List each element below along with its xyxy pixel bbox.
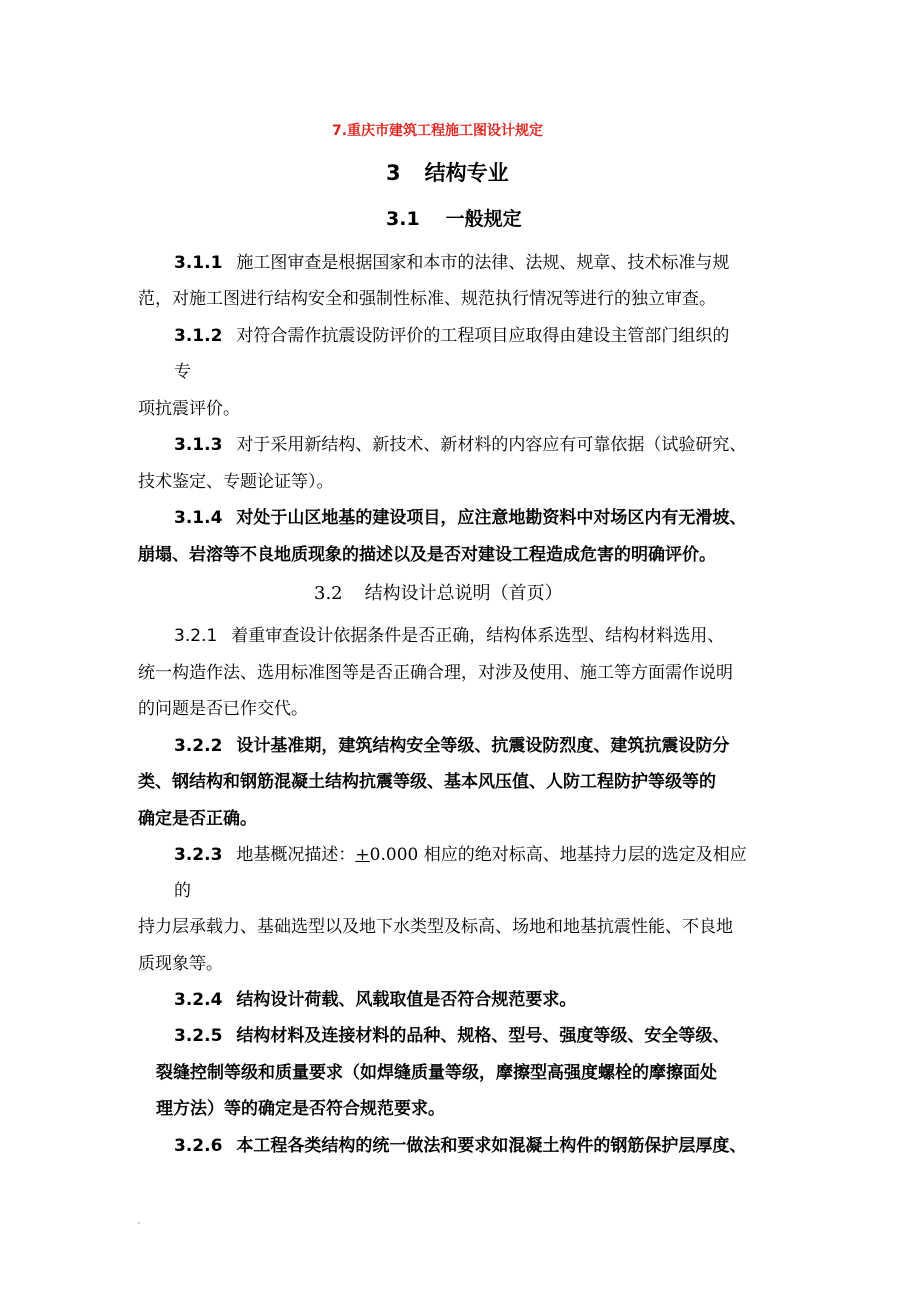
section-heading-3-2: [314, 582, 563, 606]
clause-3-2-2-cont2: 确定是否正确。: [138, 809, 257, 829]
clause-number: 3.1.1: [174, 253, 223, 273]
clause-number: 3.2.3: [174, 845, 223, 865]
clause-3-1-4-cont: 崩塌、岩溶等不良地质现象的描述以及是否对建设工程造成危害的明确评价。: [138, 545, 716, 565]
clause-text-pre: 地基概况描述：: [236, 845, 356, 865]
clause-number: 3.2.4: [174, 990, 223, 1010]
clause-text: 本工程各类结构的统一做法和要求如混凝土构件的钢筋保护层厚度、: [236, 1136, 747, 1156]
section-title: 结构设计总说明（首页）: [364, 583, 563, 604]
section-number: 3.1: [386, 208, 420, 230]
clause-3-2-2: [174, 735, 729, 757]
page-speck: [138, 1222, 140, 1224]
section-heading-3-1: [386, 207, 522, 231]
clause-number: 3.2.5: [174, 1026, 223, 1046]
clause-text-post: 0.000 相应的绝对标高、地基持力层的选定及相应: [369, 845, 747, 865]
clause-3-1-2-cont2: 项抗震评价。: [138, 399, 240, 419]
clause-3-1-4: [174, 507, 746, 529]
clause-3-2-5-cont: 裂缝控制等级和质量要求（如焊缝质量等级，摩擦型高强度螺栓的摩擦面处: [156, 1063, 717, 1083]
clause-number: 3.2.1: [174, 626, 218, 646]
chapter-heading: [386, 160, 509, 186]
clause-number: 3.2.2: [174, 736, 223, 756]
clause-3-2-3: [174, 844, 747, 866]
clause-3-2-5-cont2: 理方法）等的确定是否符合规范要求。: [156, 1099, 445, 1119]
clause-text: 结构设计荷载、风载取值是否符合规范要求。: [236, 990, 577, 1010]
clause-3-2-2-cont: 类、钢结构和钢筋混凝土结构抗震等级、基本风压值、人防工程防护等级等的: [138, 772, 716, 792]
clause-3-2-6: [174, 1135, 746, 1157]
clause-3-2-1-cont: 统一构造作法、选用标准图等是否正确合理，对涉及使用、施工等方面需作说明: [138, 663, 733, 683]
clause-text: 对处于山区地基的建设项目，应注意地勘资料中对场区内有无滑坡、: [236, 508, 747, 528]
section-title: 一般规定: [445, 208, 522, 230]
chapter-title: 结构专业: [424, 161, 509, 185]
clause-number: 3.1.3: [174, 435, 223, 455]
clause-3-1-2-cont: 专: [174, 362, 191, 382]
clause-3-2-1-cont2: 的问题是否已作交代。: [138, 699, 308, 719]
clause-3-1-1-cont: 范，对施工图进行结构安全和强制性标准、规范执行情况等进行的独立审查。: [138, 289, 716, 309]
clause-3-2-3-cont: 的: [174, 881, 191, 901]
clause-3-2-4: [174, 989, 576, 1011]
clause-3-1-1: [174, 252, 729, 274]
clause-text: 着重审查设计依据条件是否正确，结构体系选型、结构材料选用、: [231, 626, 725, 646]
clause-text: 设计基准期，建筑结构安全等级、抗震设防烈度、建筑抗震设防分: [236, 736, 730, 756]
clause-number: 3.1.4: [174, 508, 223, 528]
clause-3-1-3-cont: 技术鉴定、专题论证等）。: [138, 472, 334, 492]
document-title: 7.重庆市建筑工程施工图设计规定: [332, 123, 544, 139]
section-number: 3.2: [314, 583, 343, 604]
clause-3-2-1: [174, 625, 724, 647]
clause-number: 3.1.2: [174, 326, 223, 346]
clause-3-2-5: [174, 1025, 729, 1047]
clause-3-2-3-cont2: 持力层承载力、基础选型以及地下水类型及标高、场地和地基抗震性能、不良地: [138, 917, 733, 937]
clause-text: 对符合需作抗震设防评价的工程项目应取得由建设主管部门组织的: [236, 326, 730, 346]
clause-text: 对于采用新结构、新技术、新材料的内容应有可靠依据（试验研究、: [236, 435, 747, 455]
clause-text: 结构材料及连接材料的品种、规格、型号、强度等级、安全等级、: [236, 1026, 730, 1046]
clause-text: 施工图审查是根据国家和本市的法律、法规、规章、技术标准与规: [236, 253, 730, 273]
chapter-number: 3: [386, 161, 401, 185]
clause-number: 3.2.6: [174, 1136, 223, 1156]
plus-minus-sign: +: [355, 845, 370, 865]
clause-3-1-2: [174, 325, 729, 347]
clause-3-2-3-cont3: 质现象等。: [138, 954, 223, 974]
clause-3-1-3: [174, 434, 746, 456]
